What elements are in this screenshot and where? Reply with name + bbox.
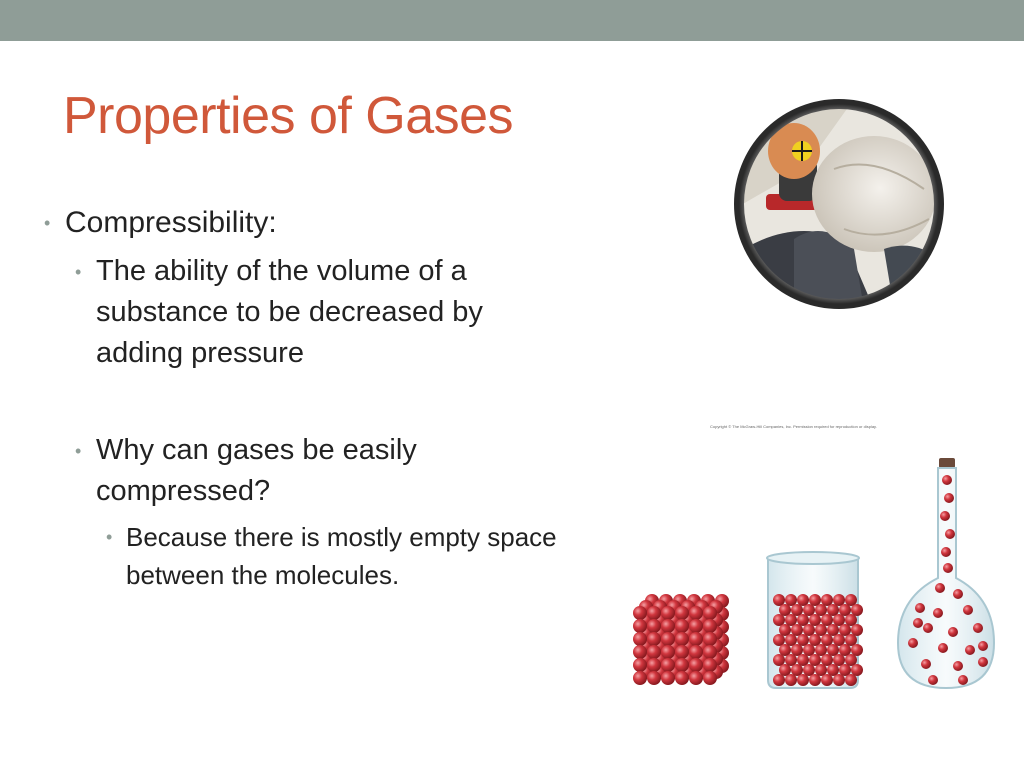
molecule: [845, 654, 857, 666]
molecule: [845, 594, 857, 606]
molecule: [833, 594, 845, 606]
molecule: [689, 606, 703, 620]
molecule: [938, 643, 948, 653]
molecule: [958, 675, 968, 685]
molecule: [913, 618, 923, 628]
molecule: [953, 589, 963, 599]
molecule: [661, 632, 675, 646]
molecule: [797, 594, 809, 606]
molecule: [797, 614, 809, 626]
molecule: [647, 671, 661, 685]
molecule: [845, 614, 857, 626]
molecule: [851, 644, 863, 656]
molecule: [809, 634, 821, 646]
molecule: [815, 624, 827, 636]
molecule: [661, 606, 675, 620]
molecule: [773, 594, 785, 606]
molecule: [945, 529, 955, 539]
molecule: [915, 603, 925, 613]
molecule: [797, 634, 809, 646]
molecule: [928, 675, 938, 685]
molecule: [815, 644, 827, 656]
molecule: [779, 604, 791, 616]
molecule: [821, 674, 833, 686]
bullet-text: Why can gases be easily compressed?: [96, 434, 417, 507]
slide-title: Properties of Gases: [63, 87, 514, 145]
bullet-text: The ability of the volume of a substance to be decreased by adding pressure: [96, 255, 483, 369]
molecule: [821, 654, 833, 666]
molecule: [703, 606, 717, 620]
bullet-item: [40, 518, 596, 594]
molecule: [851, 604, 863, 616]
molecule: [845, 634, 857, 646]
bullet-dot: •: [106, 527, 113, 547]
molecule: [809, 614, 821, 626]
molecule: [851, 624, 863, 636]
molecule: [935, 583, 945, 593]
molecule: [821, 614, 833, 626]
molecule: [703, 671, 717, 685]
molecule: [809, 594, 821, 606]
molecule: [803, 664, 815, 676]
molecule: [933, 608, 943, 618]
molecule: [647, 645, 661, 659]
molecule: [703, 645, 717, 659]
molecule: [803, 644, 815, 656]
molecule: [791, 664, 803, 676]
copyright-note: Copyright © The McGraw-Hill Companies, Inc. Permission required for reproduction or display.: [710, 424, 877, 429]
molecule: [809, 654, 821, 666]
bullet-item: [40, 251, 566, 374]
molecule: [827, 624, 839, 636]
top-accent-bar: [0, 0, 1024, 41]
molecule: [833, 654, 845, 666]
molecule: [839, 664, 851, 676]
molecule: [675, 632, 689, 646]
molecule: [943, 563, 953, 573]
molecule: [633, 671, 647, 685]
molecule: [839, 624, 851, 636]
molecule: [791, 644, 803, 656]
molecule: [908, 638, 918, 648]
molecule: [833, 614, 845, 626]
solid-liquid-gas-molecules-diagram: [628, 418, 1008, 698]
molecule: [773, 674, 785, 686]
molecule: [647, 632, 661, 646]
molecule: [973, 623, 983, 633]
molecule: [779, 624, 791, 636]
bullet-dot: •: [75, 441, 82, 461]
molecule: [661, 658, 675, 672]
molecule: [785, 674, 797, 686]
molecule: [689, 632, 703, 646]
molecule: [797, 674, 809, 686]
bullet-text: Compressibility:: [65, 206, 277, 239]
molecule: [921, 659, 931, 669]
molecule: [703, 619, 717, 633]
bullet-item: [40, 203, 580, 243]
molecule: [689, 619, 703, 633]
molecule: [675, 606, 689, 620]
molecule: [647, 619, 661, 633]
molecule: [633, 632, 647, 646]
molecule: [633, 619, 647, 633]
molecule: [773, 634, 785, 646]
molecule: [833, 634, 845, 646]
molecule: [963, 605, 973, 615]
molecule: [675, 658, 689, 672]
molecule: [851, 664, 863, 676]
crash-test-dummy-airbag-photo: [734, 99, 944, 309]
molecule: [923, 623, 933, 633]
molecule: [689, 658, 703, 672]
molecule: [803, 604, 815, 616]
molecule: [675, 645, 689, 659]
molecule: [797, 654, 809, 666]
molecule: [827, 604, 839, 616]
molecule: [703, 632, 717, 646]
molecule: [647, 658, 661, 672]
molecule: [827, 664, 839, 676]
molecule: [978, 657, 988, 667]
molecule: [821, 634, 833, 646]
bullet-dot: •: [44, 213, 51, 233]
molecule: [703, 658, 717, 672]
molecule: [633, 606, 647, 620]
molecule: [661, 619, 675, 633]
bullet-dot: •: [75, 262, 82, 282]
molecule: [779, 664, 791, 676]
molecule: [689, 645, 703, 659]
molecule: [809, 674, 821, 686]
molecule: [773, 614, 785, 626]
molecule: [791, 604, 803, 616]
molecule: [791, 624, 803, 636]
molecule: [661, 645, 675, 659]
molecule: [633, 658, 647, 672]
bullet-list: [40, 203, 580, 594]
liquid-beaker: [767, 552, 863, 688]
molecule: [821, 594, 833, 606]
molecule: [785, 654, 797, 666]
molecule: [785, 634, 797, 646]
molecule: [942, 475, 952, 485]
gas-flask: [898, 458, 994, 688]
molecule: [833, 674, 845, 686]
molecule: [941, 547, 951, 557]
molecule: [965, 645, 975, 655]
solid-cube: [633, 594, 729, 685]
molecule: [940, 511, 950, 521]
molecule: [785, 594, 797, 606]
molecule: [953, 661, 963, 671]
molecule: [647, 606, 661, 620]
molecule: [948, 627, 958, 637]
bullet-item: [40, 430, 546, 512]
molecule: [839, 644, 851, 656]
molecule: [689, 671, 703, 685]
molecule: [845, 674, 857, 686]
bullet-text: Because there is mostly empty space between the molecules.: [126, 522, 557, 590]
molecule: [779, 644, 791, 656]
molecule: [803, 624, 815, 636]
molecule: [839, 604, 851, 616]
molecule: [944, 493, 954, 503]
molecule: [815, 664, 827, 676]
molecule: [785, 614, 797, 626]
molecule: [978, 641, 988, 651]
molecule: [827, 644, 839, 656]
molecule: [675, 619, 689, 633]
molecule: [633, 645, 647, 659]
molecule: [661, 671, 675, 685]
molecule: [675, 671, 689, 685]
molecule: [773, 654, 785, 666]
molecule: [815, 604, 827, 616]
